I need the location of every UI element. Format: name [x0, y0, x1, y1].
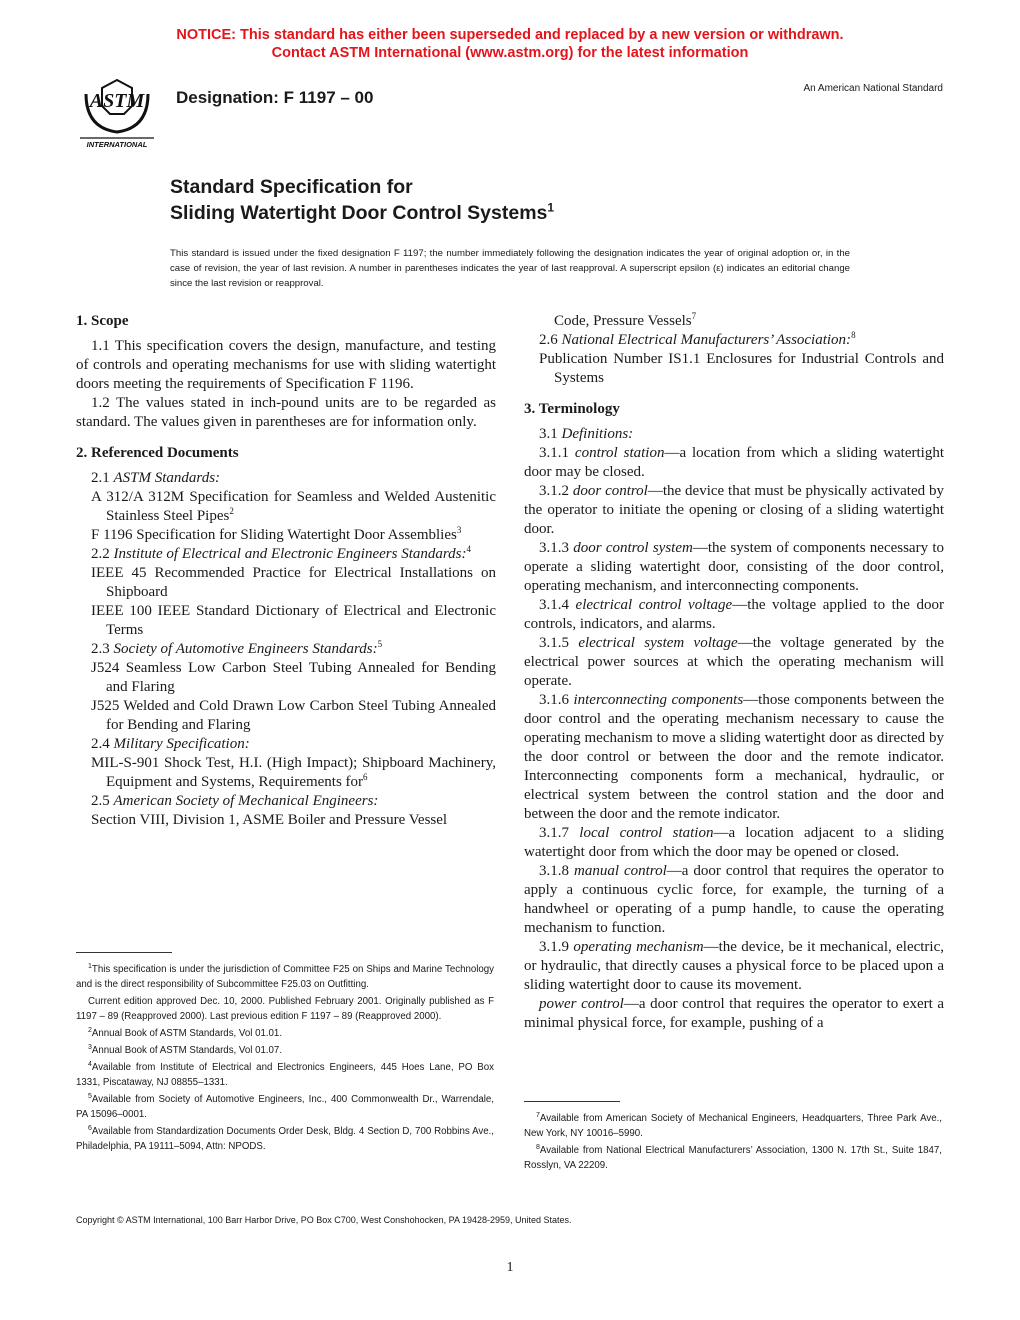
section-3-1-number: 3.1 [539, 426, 558, 442]
section-2-6-sup: 8 [851, 330, 856, 340]
title-footnote-ref: 1 [547, 200, 555, 215]
definition-item [524, 995, 944, 1033]
definition-text: —a door control that requires the operator to exert a minimal physical force, for example, pushing of a [524, 996, 944, 1031]
definition-text: —those components between the door control and the operating mechanism necessary to cause the operating mechanism to move a sliding watertight door as directed by the door control or between the door and the remote indicator. Interconnecting components form a mechanical, hydraulic, or electrical system between the control station and the door and between the door and the remote indicator. [524, 692, 945, 822]
footnote-text: This specification is under the jurisdiction of Committee F25 on Ships and Marine Technology and is the direct responsibility of Subcommittee F25.03 on Outfitting. [76, 964, 494, 990]
title-line-1: Standard Specification for [170, 176, 413, 198]
ref-j525: J525 Welded and Cold Drawn Low Carbon Steel Tubing Annealed for Bending and Flaring [91, 698, 496, 733]
ref-a312-text: A 312/A 312M Specification for Seamless and Welded Austenitic Stainless Steel Pipes [91, 489, 496, 524]
footnote [76, 1043, 494, 1058]
section-3-1-label: Definitions: [561, 426, 634, 442]
footnote-divider-right [524, 1101, 620, 1102]
definition-item [524, 539, 944, 596]
ref-a312-sup: 2 [229, 506, 234, 516]
footnote-number: 6 [88, 1124, 92, 1132]
footnotes-left [76, 962, 494, 1156]
ref-asme-continued-text: Code, Pressure Vessels [554, 313, 692, 329]
section-2-1-number: 2.1 [91, 470, 110, 486]
ref-mil [76, 754, 496, 792]
title-line-2-text: Sliding Watertight Door Control Systems [170, 202, 548, 224]
section-2-5-number: 2.5 [91, 793, 110, 809]
logo-subtext: INTERNATIONAL [86, 140, 148, 149]
notice-line-1: NOTICE: This standard has either been superseded and replaced by a new version or withdrawn. [176, 27, 844, 43]
definition-text: —a location from which a sliding watertight door may be closed. [524, 445, 945, 480]
definition-item [524, 634, 944, 691]
ref-f1196-sup: 3 [456, 525, 462, 535]
footnote-number: 4 [88, 1060, 92, 1068]
definition-number: 3.1.3 [539, 540, 569, 556]
section-2-2 [76, 545, 496, 564]
definition-text: —the device, be it mechanical, electric, or hydraulic, that directly causes a physical force to be placed upon a sliding watertight door to cause its movement. [524, 939, 944, 993]
definition-item [524, 862, 944, 938]
footnote [76, 962, 494, 992]
ref-a312 [76, 488, 496, 526]
definition-term: control station [574, 445, 665, 461]
right-column [524, 312, 944, 1033]
section-2-3-number: 2.3 [91, 641, 110, 657]
section-2-6-number: 2.6 [539, 332, 558, 348]
footnote [76, 1124, 494, 1154]
ref-f1196-text: F 1196 Specification for Sliding Watertight Door Assemblies [91, 527, 457, 543]
left-column [76, 312, 496, 830]
ref-asme: Section VIII, Division 1, ASME Boiler and Pressure Vessel [91, 812, 448, 828]
definition-text: —the system of components necessary to operate a sliding watertight door, consisting of the door control, operating mechanism, and interconnecting components. [524, 540, 944, 594]
definition-term: electrical system voltage [578, 635, 738, 651]
footnote [524, 1143, 942, 1173]
referenced-documents-heading: 2. Referenced Documents [76, 445, 239, 461]
footnotes-right [524, 1111, 942, 1175]
section-2-6 [524, 331, 944, 350]
ref-ieee45: IEEE 45 Recommended Practice for Electrical Installations on Shipboard [91, 565, 496, 600]
footnote [76, 1026, 494, 1041]
document-title [170, 174, 554, 226]
definition-text: —the voltage generated by the electrical power sources at which the operating mechanism will operate. [524, 635, 945, 689]
designation: Designation: F 1197 – 00 [176, 88, 374, 107]
definition-number: 3.1.4 [539, 597, 569, 613]
footnote-number: 5 [88, 1092, 92, 1100]
page-number: 1 [506, 1260, 514, 1275]
title-line-2 [170, 200, 554, 226]
footnote-divider-left [76, 952, 172, 953]
issued-note: This standard is issued under the fixed designation F 1197; the number immediately following the designation indicates the year of original adoption or, in the case of revision, the year of last revision. A number in parentheses indicates the year of last reapproval. A superscript epsilon (ε) indicates an editorial change since the last revision or reapproval. [170, 248, 850, 289]
ref-asme-continued [524, 312, 944, 331]
definition-item [524, 482, 944, 539]
definition-text: —the device that must be physically activated by the operator to initiate the opening or closing of a sliding watertight door. [524, 483, 945, 537]
scope-heading: 1. Scope [76, 313, 129, 329]
copyright-notice: Copyright © ASTM International, 100 Barr Harbor Drive, PO Box C700, West Conshohocken, PA 19428-2959, United States. [76, 1215, 572, 1225]
ref-mil-sup: 6 [363, 772, 368, 782]
definition-term: local control station [579, 825, 714, 841]
paragraph-1-1: 1.1 This specification covers the design, manufacture, and testing of controls and operating mechanisms for use with sliding watertight doors meeting the requirements of Specification F 1196. [76, 338, 496, 392]
paragraph-1-2: 1.2 The values stated in inch-pound units are to be regarded as standard. The values given in parentheses are for information only. [76, 395, 496, 430]
section-2-4 [76, 735, 496, 754]
ref-ieee100: IEEE 100 IEEE Standard Dictionary of Electrical and Electronic Terms [91, 603, 496, 638]
definitions-list [524, 444, 944, 1033]
notice-line-2: Contact ASTM International (www.astm.org) for the latest information [271, 45, 749, 61]
definition-term: operating mechanism [573, 939, 704, 955]
footnote-text: Available from Standardization Documents Order Desk, Bldg. 4 Section D, 700 Robbins Ave., Philadelphia, PA 19111–5094, Attn: NPODS. [76, 1126, 494, 1152]
section-2-3-sup: 5 [377, 639, 383, 649]
section-2-1 [76, 469, 496, 488]
definition-number: 3.1.8 [539, 863, 569, 879]
section-2-5-label: American Society of Mechanical Engineers: [113, 793, 379, 809]
definition-term: door control [572, 483, 648, 499]
american-national-standard-label: An American National Standard [803, 83, 943, 94]
footnote-number: 1 [88, 962, 92, 970]
section-2-6-label: National Electrical Manufacturers’ Association: [561, 332, 852, 348]
terminology-heading: 3. Terminology [524, 401, 620, 417]
definition-text: —the voltage applied to the door controls, indicators, and alarms. [524, 597, 944, 632]
section-2-2-number: 2.2 [91, 546, 110, 562]
definition-text: —a location adjacent to a sliding watertight door from which the door may be opened or closed. [524, 825, 945, 860]
footnote-text: Available from Society of Automotive Engineers, Inc., 400 Commonwealth Dr., Warrendale, PA 15096–0001. [76, 1094, 494, 1120]
ref-j524: J524 Seamless Low Carbon Steel Tubing Annealed for Bending and Flaring [91, 660, 496, 695]
definition-item [524, 938, 944, 995]
section-2-2-label: Institute of Electrical and Electronic Engineers Standards: [113, 546, 467, 562]
definition-number: 3.1.2 [539, 483, 569, 499]
section-2-3-label: Society of Automotive Engineers Standards: [113, 641, 378, 657]
footnote-text: Annual Book of ASTM Standards, Vol 01.01. [91, 1028, 283, 1039]
footnote [76, 1092, 494, 1122]
footnote [76, 994, 494, 1024]
definition-item [524, 444, 944, 482]
ref-nema: Publication Number IS1.1 Enclosures for Industrial Controls and Systems [539, 351, 944, 386]
footnote [76, 1060, 494, 1090]
section-2-2-sup: 4 [466, 544, 471, 554]
footnote-number: 8 [536, 1143, 540, 1151]
definition-item [524, 596, 944, 634]
footnote-text: Annual Book of ASTM Standards, Vol 01.07. [91, 1045, 283, 1056]
definition-number: 3.1.1 [539, 445, 569, 461]
definition-term: interconnecting components [573, 692, 744, 708]
definition-number: 3.1.9 [539, 939, 569, 955]
section-2-5 [76, 792, 496, 811]
astm-logo-icon [72, 74, 162, 152]
withdrawal-notice [0, 26, 1020, 62]
section-2-3 [76, 640, 496, 659]
section-2-4-label: Military Specification: [113, 736, 250, 752]
definition-item [524, 824, 944, 862]
ref-f1196 [76, 526, 496, 545]
footnote [524, 1111, 942, 1141]
ref-asme-sup: 7 [691, 311, 697, 321]
definition-number: 3.1.6 [539, 692, 569, 708]
definition-term: electrical control voltage [575, 597, 733, 613]
section-2-4-number: 2.4 [91, 736, 110, 752]
footnote-number: 3 [88, 1043, 92, 1051]
footnote-text: Available from American Society of Mechanical Engineers, Headquarters, Three Park Ave., New York, NY 10016–5990. [524, 1113, 942, 1139]
footnote-number: 7 [536, 1111, 540, 1119]
definition-term: manual control [573, 863, 667, 879]
definition-term: door control system [573, 540, 693, 556]
definition-text: —a door control that requires the operator to apply a continuous cyclic force, for example, the turning of a handwheel or operating of a pump handle, to cause the operating mechanism to function. [524, 863, 945, 936]
definition-number: 3.1.7 [539, 825, 569, 841]
footnote-number: 2 [88, 1026, 92, 1034]
definition-term: power control [539, 996, 624, 1012]
footnote-text: Available from National Electrical Manufacturers’ Association, 1300 N. 17th St., Suite 1847, Rosslyn, VA 22209. [524, 1145, 942, 1171]
ref-mil-text: MIL-S-901 Shock Test, H.I. (High Impact); Shipboard Machinery, Equipment and Systems, Requirements for [91, 755, 496, 790]
footnote-text: Available from Institute of Electrical and Electronics Engineers, 445 Hoes Lane, PO Box 1331, Piscataway, NJ 08855–1331. [76, 1062, 494, 1088]
section-2-1-label: ASTM Standards: [113, 470, 221, 486]
definition-item [524, 691, 944, 824]
section-3-1 [524, 425, 944, 444]
logo-text: ASTM [89, 90, 145, 112]
footnote-text: Current edition approved Dec. 10, 2000. Published February 2001. Originally published as F 1197 – 89 (Reapproved 2000). Last previous edition F 1197 – 89 (Reapproved 2000). [76, 996, 494, 1022]
definition-number: 3.1.5 [539, 635, 569, 651]
